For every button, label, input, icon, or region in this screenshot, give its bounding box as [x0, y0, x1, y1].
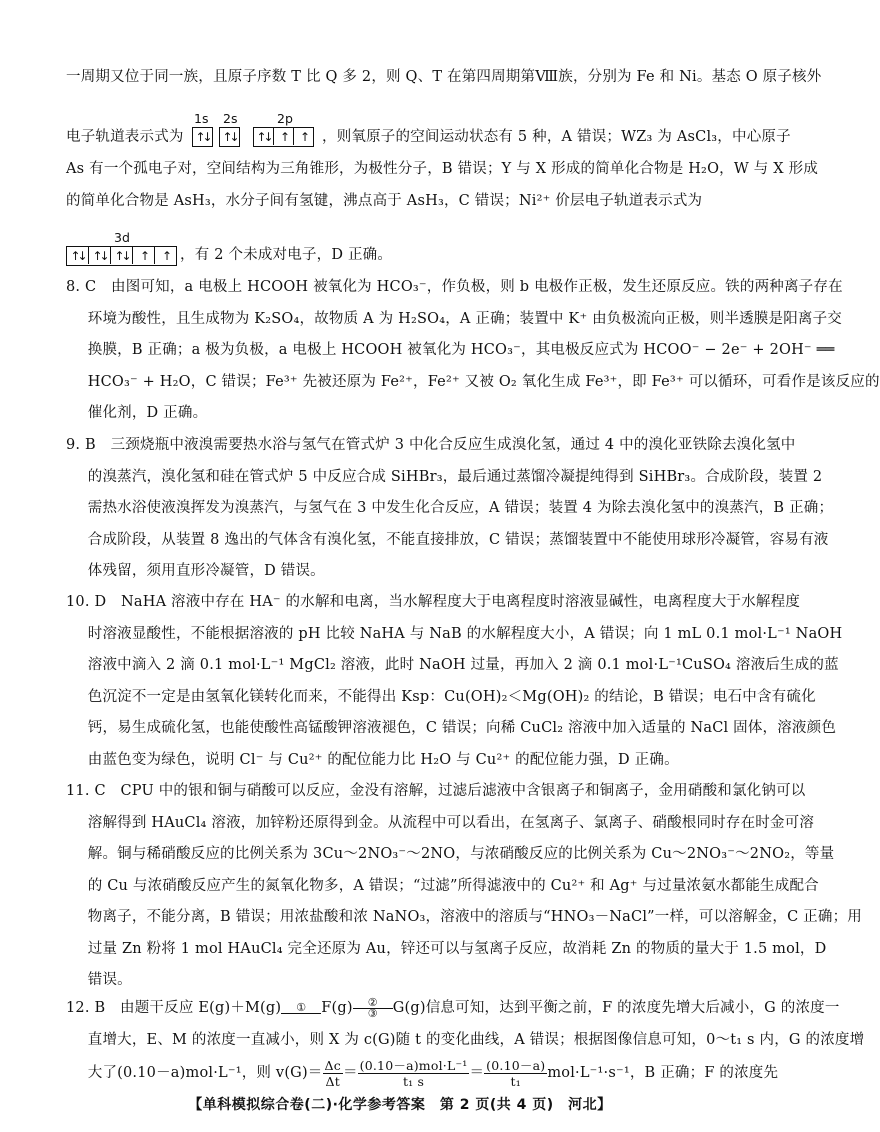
orbital-label: 1s	[194, 111, 209, 126]
text-line: 直增大，E、M 的浓度一直减小，则 X 为 c(G)随 t 的变化曲线，A 错误；根据图像信息可知，0～t₁ s 内，G 的浓度增	[87, 1031, 865, 1048]
text-line: As 有一个孤电子对，空间结构为三角锥形，为极性分子，B 错误；Y 与 X 形成的简单化合物是 H₂O，W 与 X 形成	[66, 161, 819, 177]
orbital-cell: ↑↓	[222, 129, 237, 144]
equals-sign: ＝	[342, 1065, 358, 1081]
text-line: 解。铜与稀硝酸反应的比例关系为 3Cu～2NO₃⁻～2NO，与浓硝酸反应的比例关系为 Cu～2NO₃⁻～2NO₂，等量	[87, 846, 835, 862]
text-line: 11. C CPU 中的银和铜与硝酸可以反应，金没有溶解，过滤后滤液中含银离子和铜离子，金用硝酸和氯化钠可以	[66, 783, 806, 799]
text-line: 的简单化合物是 AsH₃，水分子间有氢键，沸点高于 AsH₃，C 错误；Ni²⁺ 价层电子轨道表示式为	[66, 192, 703, 209]
step-label: ③	[367, 1006, 378, 1020]
text-line: 错误。	[87, 972, 132, 988]
orbital-label: 3d	[114, 230, 130, 245]
answer-11	[66, 776, 862, 997]
reaction-arrow-1	[281, 1000, 321, 1014]
fraction-1	[323, 1058, 343, 1089]
answer-9	[66, 430, 834, 588]
orbital-cell: ↑	[274, 128, 294, 145]
fraction-2	[358, 1058, 470, 1089]
answer-12	[66, 993, 865, 1090]
text-line: 8. C 由图可知，a 电极上 HCOOH 被氧化为 HCO₃⁻，作负极，则 b 电极作正极，发生还原反应。铁的两种离子存在	[66, 279, 843, 295]
orbital-cell: ↑	[299, 129, 308, 144]
page-footer: 【单科模拟综合卷(二)·化学参考答案 第 2 页(共 4 页) 河北】	[188, 1097, 612, 1113]
orbital-cell: ↑↓	[67, 247, 89, 264]
orbital-label: 2s	[223, 111, 238, 126]
text-line: 电子轨道表示式为	[66, 129, 184, 145]
text-line: 的 Cu 与浓硝酸反应产生的氮氧化物多，A 错误；“过滤”所得滤液中的 Cu²⁺ 和 Ag⁺ 与过量浓氨水都能生成配合	[87, 877, 819, 894]
step-label: ①	[296, 1000, 307, 1014]
text-line: 钙，易生成硫化氢，也能使酸性高锰酸钾溶液褪色，C 错误；向稀 CuCl₂ 溶液中加入适量的 NaCl 固体，溶液颜色	[87, 720, 837, 736]
text-line: 的溴蒸汽，溴化氢和硅在管式炉 5 中反应合成 SiHBr₃，最后通过蒸馏冷凝提纯得到 SiHBr₃。合成阶段，装置 2	[87, 468, 823, 485]
answer-7-continued	[66, 62, 822, 94]
orbital-box	[66, 246, 177, 266]
text-line: 由蓝色变为绿色，说明 Cl⁻ 与 Cu²⁺ 的配位能力比 H₂O 与 Cu²⁺ 的配位能力强，D 正确。	[87, 751, 679, 768]
answer-7-line	[322, 122, 791, 154]
reaction-text: 12. B 由题干反应 E(g)＋M(g)	[66, 1000, 282, 1016]
denominator: Δt	[325, 1073, 340, 1089]
numerator: (0.10－a)	[486, 1057, 546, 1073]
reaction-text: G(g)信息可知，达到平衡之前，F 的浓度先增大后减小，G 的浓度一	[392, 1000, 840, 1016]
text-line: HCO₃⁻ + H₂O，C 错误；Fe³⁺ 先被还原为 Fe²⁺，Fe²⁺ 又被 O₂ 氧化生成 Fe³⁺，即 Fe³⁺ 可以循环，可看作是该反应的	[87, 373, 880, 390]
answer-7-line	[180, 240, 680, 272]
text-line: 换膜，B 正确；a 极为负极，a 电极上 HCOOH 被氧化为 HCO₃⁻，其电极反应式为 HCOO⁻ − 2e⁻ + 2OH⁻ ══	[87, 342, 835, 358]
text-line: 时溶液显酸性，不能根据溶液的 pH 比较 NaHA 与 NaB 的水解程度大小，A 错误；向 1 mL 0.1 mol·L⁻¹ NaOH	[87, 625, 843, 642]
text-line: 合成阶段，从装置 8 逸出的气体含有溴化氢，不能直接排放，C 错误；蒸馏装置中不能使用球形冷凝管，容易有液	[87, 531, 829, 548]
equals-sign: ＝	[469, 1065, 485, 1081]
orbital-cell: ↑↓	[89, 247, 111, 264]
text-line: 溶液中滴入 2 滴 0.1 mol·L⁻¹ MgCl₂ 溶液，此时 NaOH 过量，再加入 2 滴 0.1 mol·L⁻¹CuSO₄ 溶液后生成的蓝	[87, 657, 839, 673]
text-line: 物离子，不能分离，B 错误；用浓盐酸和浓 NaNO₃，溶液中的溶质与“HNO₃－NaCl”一样，可以溶解金，C 正确；用	[87, 909, 862, 925]
text-line: 一周期又位于同一族，且原子序数 T 比 Q 多 2，则 Q、T 在第四周期第Ⅷ族，分别为 Fe 和 Ni。基态 O 原子核外	[66, 69, 822, 85]
step-label: ②	[367, 995, 378, 1009]
orbital-cell: ↑	[133, 247, 155, 264]
text-line: 9. B 三颈烧瓶中液溴需要热水浴与氢气在管式炉 3 中化合反应生成溴化氢，通过 4 中的溴化亚铁除去溴化氢中	[66, 437, 796, 453]
orbital-cell: ↑↓	[195, 129, 210, 144]
orbital-box	[253, 127, 314, 147]
text-line: 色沉淀不一定是由氢氧化镁转化而来，不能得出 Ksp：Cu(OH)₂＜Mg(OH)₂ 的结论，B 错误；电石中含有硫化	[87, 688, 816, 705]
formula-text: mol·L⁻¹·s⁻¹，B 正确；F 的浓度先	[547, 1065, 779, 1081]
text-line: ，有 2 个未成对电子，D 正确。	[180, 247, 393, 263]
answer-8	[66, 272, 880, 430]
text-line: 溶解得到 HAuCl₄ 溶液，加锌粉还原得到金。从流程中可以看出，在氢离子、氯离子、硝酸根同时存在时金可溶	[87, 814, 815, 831]
orbital-box	[192, 127, 213, 147]
denominator: t₁	[510, 1073, 521, 1089]
numerator: Δc	[324, 1057, 341, 1073]
reaction-text: F(g)	[321, 1000, 353, 1016]
text-line: 体残留，须用直形冷凝管，D 错误。	[87, 563, 325, 579]
reaction-arrow-2	[353, 995, 393, 1020]
orbital-cell: ↑	[161, 248, 170, 263]
text-line	[66, 993, 840, 1025]
text-line: 需热水浴使液溴挥发为溴蒸汽，与氢气在 3 中发生化合反应，A 错误；装置 4 为除去溴化氢中的溴蒸汽，B 正确；	[87, 500, 834, 516]
text-line: 过量 Zn 粉将 1 mol HAuCl₄ 完全还原为 Au，锌还可以与氢离子反应，故消耗 Zn 的物质的量大于 1.5 mol，D	[87, 940, 827, 957]
orbital-cell: ↑↓	[111, 247, 133, 264]
text-line: 环境为酸性，且生成物为 K₂SO₄，故物质 A 为 H₂SO₄，A 正确；装置中 K⁺ 由负极流向正极，则半透膜是阳离子交	[87, 310, 843, 327]
answer-10	[66, 587, 843, 776]
numerator: (0.10－a)mol·L⁻¹	[359, 1057, 468, 1073]
text-line	[66, 1056, 779, 1090]
orbital-cell: ↑↓	[254, 128, 274, 145]
text-line: 催化剂，D 正确。	[87, 405, 208, 421]
orbital-label: 2p	[277, 111, 293, 126]
formula-text: 大了(0.10－a)mol·L⁻¹，则 v(G)＝	[87, 1065, 323, 1081]
text-line: ，则氧原子的空间运动状态有 5 种，A 错误；WZ₃ 为 AsCl₃，中心原子	[322, 129, 791, 145]
text-line: 10. D NaHA 溶液中存在 HA⁻ 的水解和电离，当水解程度大于电离程度时溶液显碱性，电离程度大于水解程度	[66, 594, 801, 610]
fraction-3	[484, 1058, 547, 1089]
answer-7-line	[66, 154, 819, 217]
denominator: t₁ s	[402, 1073, 425, 1089]
orbital-box	[219, 127, 240, 147]
